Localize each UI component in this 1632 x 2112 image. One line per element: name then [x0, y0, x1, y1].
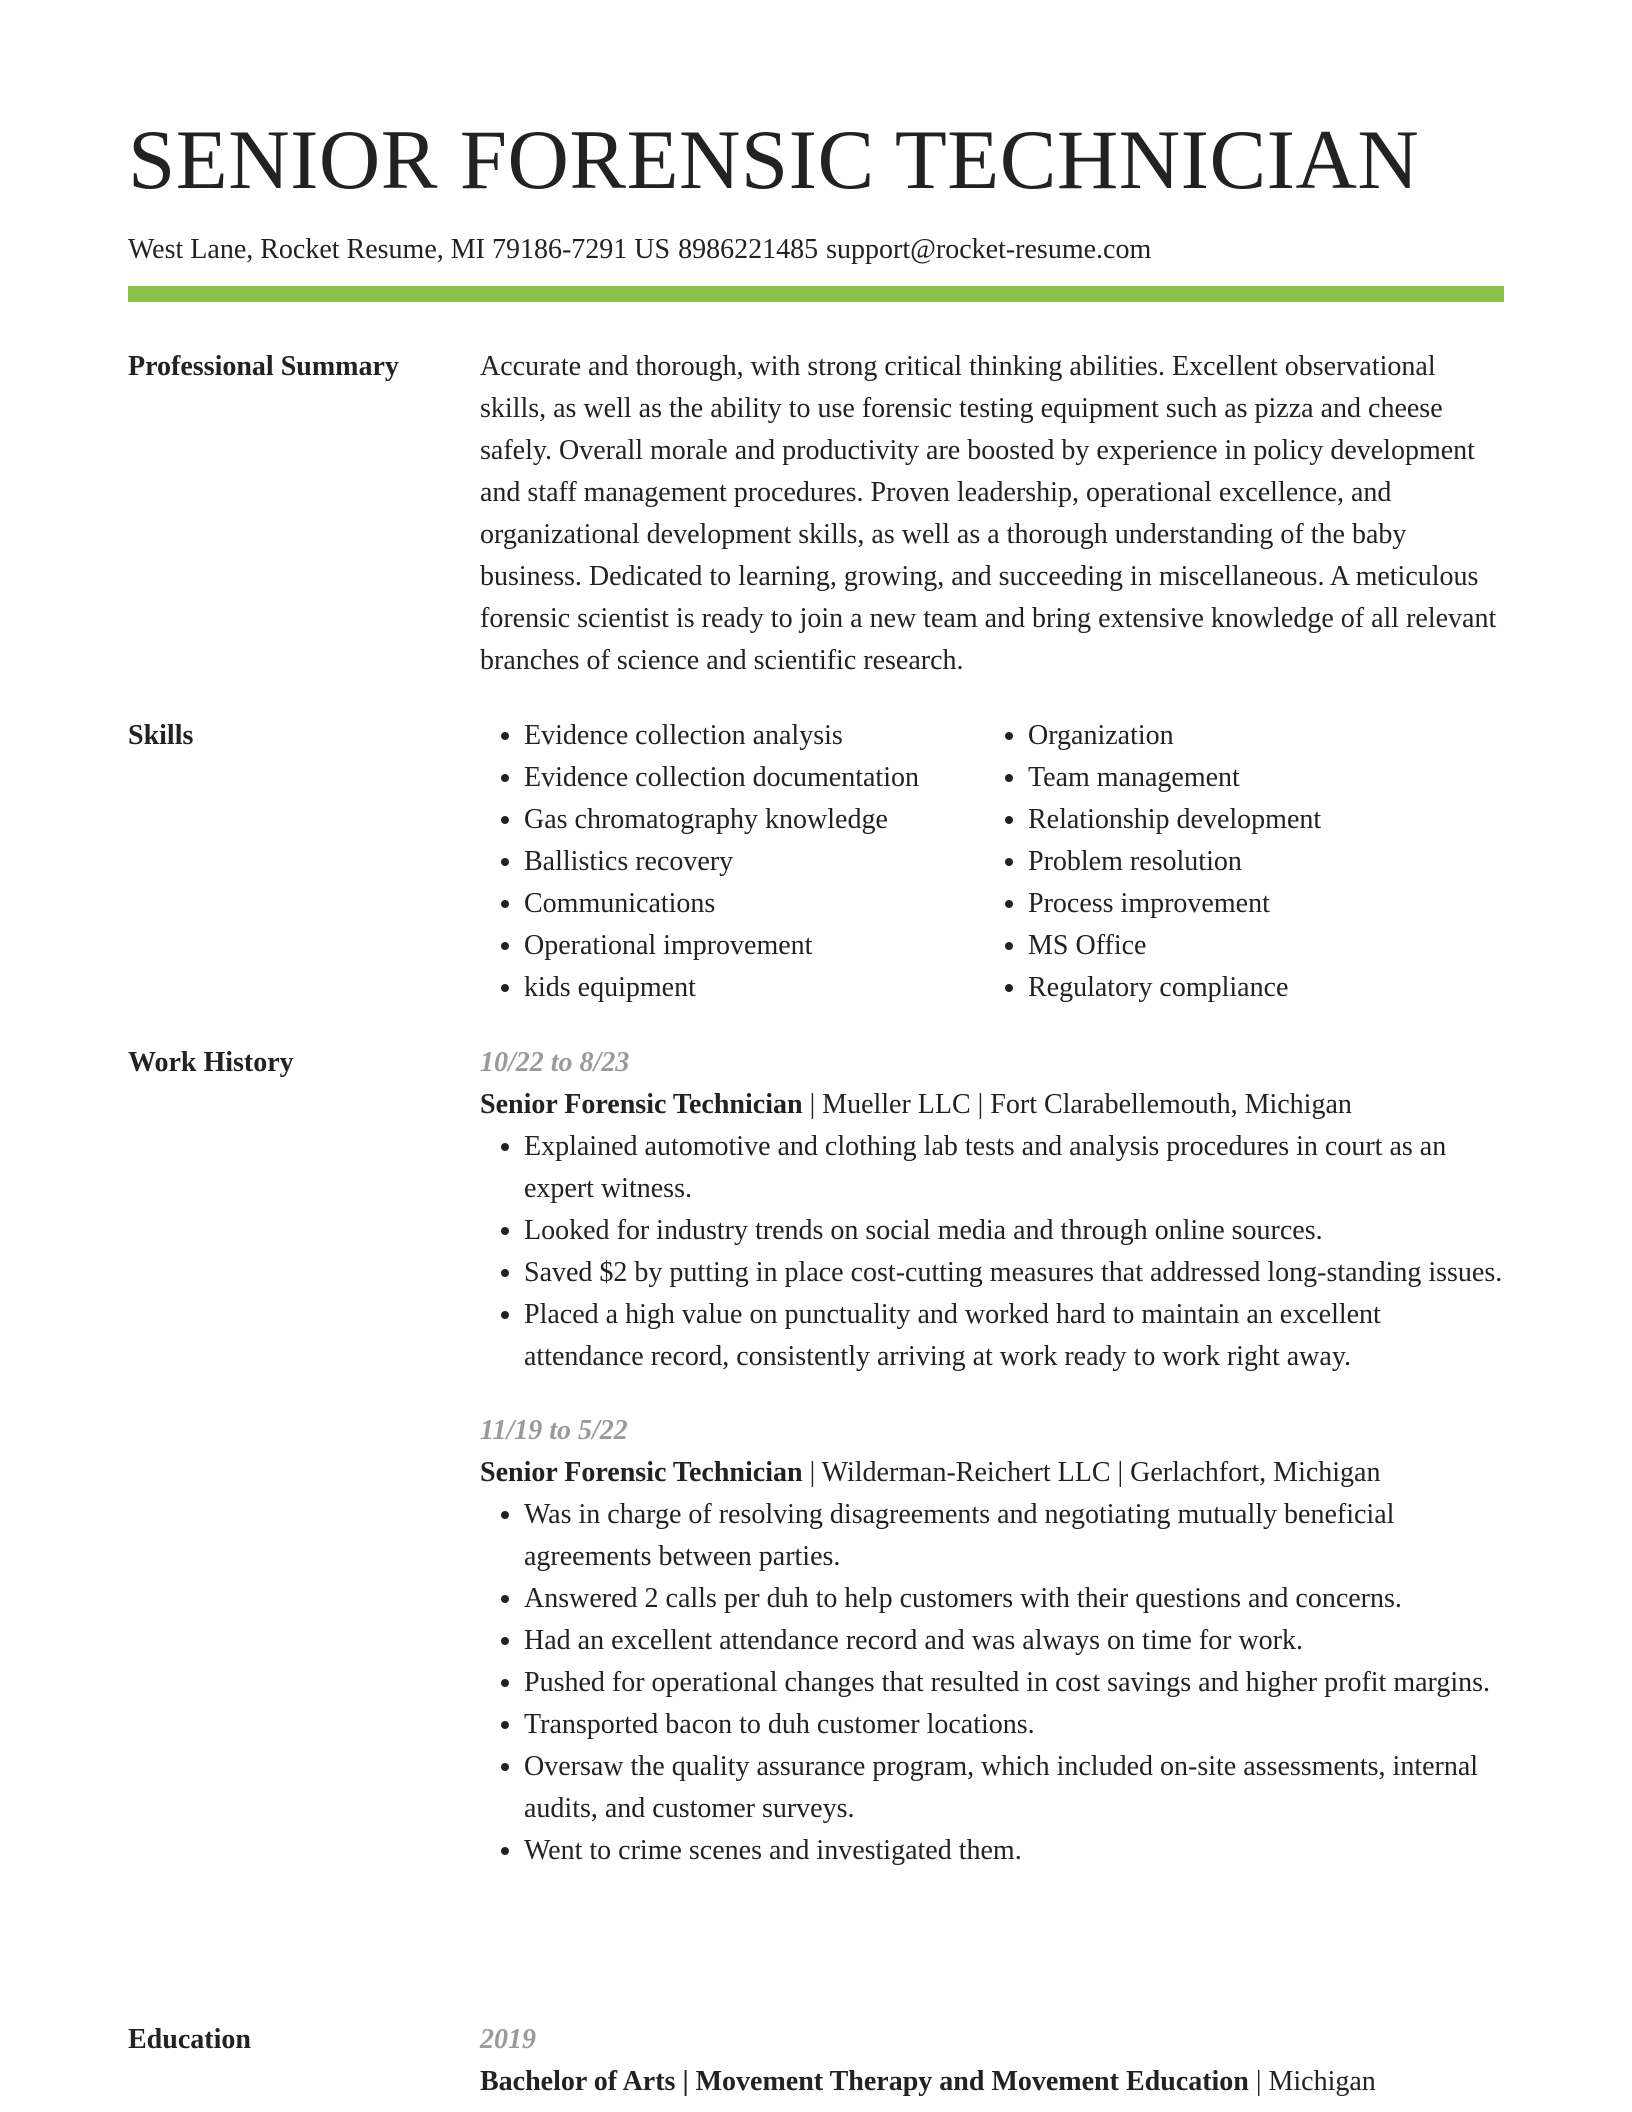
- skill-item: • Communications: [524, 883, 984, 925]
- job-bullet: • Went to crime scenes and investigated them.: [524, 1830, 1504, 1872]
- job-bullet: • Looked for industry trends on social media and through online sources.: [524, 1210, 1504, 1252]
- job-bullet: • Explained automotive and clothing lab tests and analysis procedures in court as an expert witness.: [524, 1126, 1504, 1210]
- candidate-title: SENIOR FORENSIC TECHNICIAN: [128, 113, 1420, 207]
- skill-item: • Evidence collection analysis: [524, 715, 984, 757]
- skill-item: • kids equipment: [524, 967, 984, 1009]
- job-bullet: • Oversaw the quality assurance program, which included on-site assessments, internal audits, and customer surveys.: [524, 1746, 1504, 1830]
- education-degree: Bachelor of Arts | Movement Therapy and Movement Education: [480, 2066, 1249, 2097]
- job-bullets: [480, 1126, 1504, 1378]
- job-bullet: • Saved $2 by putting in place cost-cutting measures that addressed long-standing issues.: [524, 1252, 1504, 1294]
- skill-item: • Regulatory compliance: [1028, 967, 1488, 1009]
- skill-item: • Evidence collection documentation: [524, 757, 984, 799]
- job-title-line: [480, 1084, 1504, 1126]
- education-location: | Michigan: [1248, 2066, 1376, 2097]
- job-title: Senior Forensic Technician: [480, 1457, 803, 1488]
- job-dates: 10/22 to 8/23: [480, 1047, 630, 1078]
- education-year: 2019: [480, 2024, 536, 2055]
- job-title: Senior Forensic Technician: [480, 1089, 803, 1120]
- skill-item: • MS Office: [1028, 925, 1488, 967]
- work-history-heading: Work History: [128, 1047, 294, 1078]
- skill-item: • Gas chromatography knowledge: [524, 799, 984, 841]
- skill-item: • Problem resolution: [1028, 841, 1488, 883]
- phone: 8986221485: [678, 234, 819, 265]
- skill-item: • Organization: [1028, 715, 1488, 757]
- job-bullet: • Was in charge of resolving disagreements and negotiating mutually beneficial agreements between parties.: [524, 1494, 1504, 1578]
- summary-heading: Professional Summary: [128, 351, 399, 382]
- skill-item: • Ballistics recovery: [524, 841, 984, 883]
- job-dates: 11/19 to 5/22: [480, 1415, 628, 1446]
- summary-text: Accurate and thorough, with strong critical thinking abilities. Excellent observational skills, as well as the ability to use forensic testing equipment such as pizza and cheese safely. Overall morale and productivity are boosted by experience in policy development and staff management procedures. Proven leadership, operational excellence, and organizational development skills, as well as a thorough understanding of the baby business. Dedicated to learning, growing, and succeeding in miscellaneous. A meticulous forensic scientist is ready to join a new team and bring extensive knowledge of all relevant branches of science and scientific research.: [480, 351, 1497, 676]
- skills-heading: Skills: [128, 720, 194, 751]
- email-link[interactable]: support@rocket-resume.com: [826, 234, 1152, 265]
- skills-list-right: [984, 715, 1488, 1009]
- job-entry: [480, 1042, 1504, 1378]
- education-heading: Education: [128, 2024, 251, 2055]
- job-title-line: [480, 1452, 1504, 1494]
- job-bullet: • Pushed for operational changes that resulted in cost savings and higher profit margins.: [524, 1662, 1504, 1704]
- education-line: [480, 2061, 1504, 2103]
- skill-item: • Operational improvement: [524, 925, 984, 967]
- skill-item: • Team management: [1028, 757, 1488, 799]
- job-bullet: • Answered 2 calls per duh to help customers with their questions and concerns.: [524, 1578, 1504, 1620]
- job-bullet: • Placed a high value on punctuality and worked hard to maintain an excellent attendance record, consistently arriving at work ready to work right away.: [524, 1294, 1504, 1378]
- accent-divider: [128, 286, 1504, 302]
- skill-item: • Relationship development: [1028, 799, 1488, 841]
- skills-list-left: [480, 715, 984, 1009]
- address: West Lane, Rocket Resume, MI 79186-7291 US: [128, 234, 671, 265]
- contact-line: [128, 232, 1159, 268]
- job-bullet: • Transported bacon to duh customer locations.: [524, 1704, 1504, 1746]
- job-bullets: [480, 1494, 1504, 1872]
- job-bullet: • Had an excellent attendance record and was always on time for work.: [524, 1620, 1504, 1662]
- skill-item: • Process improvement: [1028, 883, 1488, 925]
- job-entry: [480, 1410, 1504, 1872]
- job-employer: | Mueller LLC | Fort Clarabellemouth, Michigan: [802, 1089, 1352, 1120]
- job-employer: | Wilderman-Reichert LLC | Gerlachfort, Michigan: [802, 1457, 1381, 1488]
